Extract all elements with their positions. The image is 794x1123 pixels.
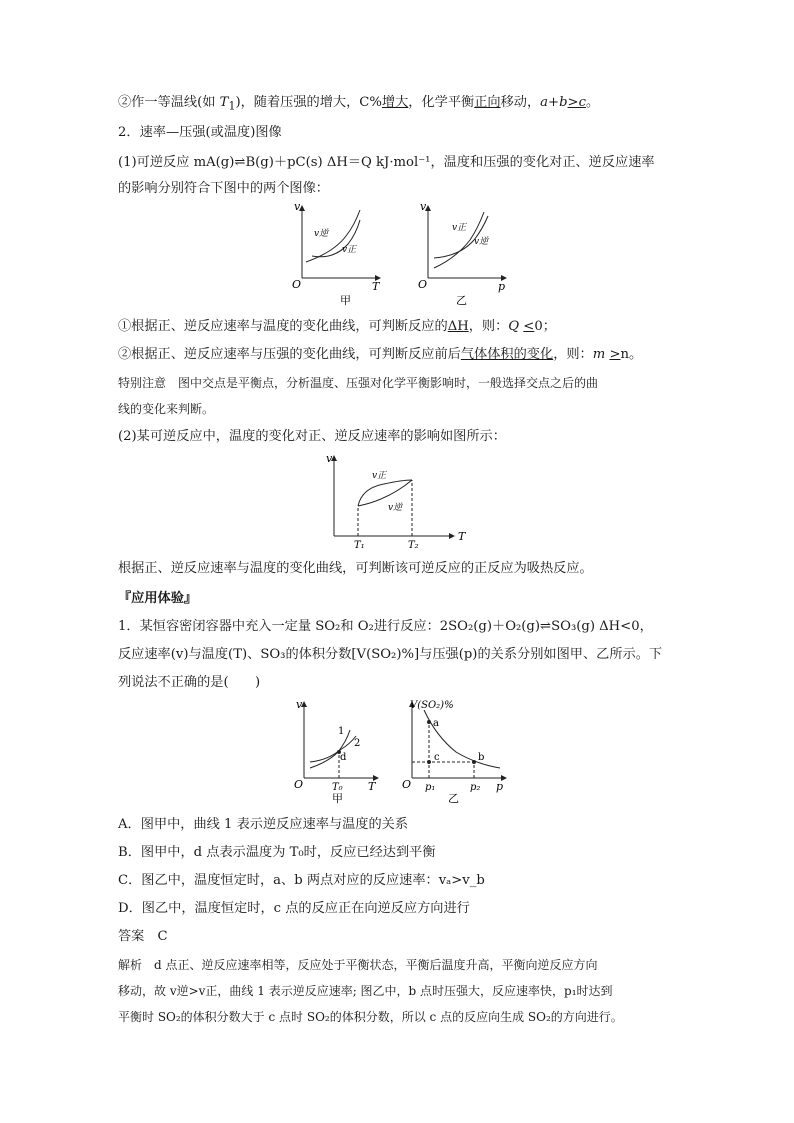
tick-label-p2: p₂ <box>470 782 481 793</box>
figure-jia-rates <box>288 696 388 804</box>
text-seg: (1)可逆反应 mA(g)⇌B(g)＋pC(s) ΔH＝Q kJ·mol⁻¹，温度和压强的变化对正、逆反应速率 <box>118 155 655 170</box>
origin-label: O <box>292 278 302 291</box>
curve-label-rev: v逆 <box>474 237 489 247</box>
text-seg: )，随着压强的增大，C% <box>235 95 382 110</box>
point-b <box>472 760 476 764</box>
x-axis-label: T <box>368 780 376 793</box>
point-c <box>427 760 431 764</box>
curve-label-1: 1 <box>338 726 345 737</box>
figure-caption: 甲 <box>340 294 351 307</box>
text-seg: a <box>540 95 549 110</box>
paragraph-line: 的影响分别符合下图中的两个图像： <box>118 181 329 196</box>
paragraph-line <box>118 318 556 336</box>
paragraph-line: (2)某可逆反应中，温度的变化对正、逆反应速率的影响如图所示： <box>118 429 506 444</box>
text-seg: 1．某恒容密闭容器中充入一定量 SO₂和 O₂进行反应：2SO₂(g)＋O₂(g)⇌SO₃(g) ΔH<0， <box>118 619 653 634</box>
origin-label: O <box>418 278 428 291</box>
y-axis-label: v <box>420 200 427 213</box>
origin-label: O <box>402 778 412 791</box>
text-line-isotherm <box>118 94 599 116</box>
text-seg: ①根据正、逆反应速率与温度的变化曲线，可判断反应的 <box>118 319 448 334</box>
paragraph-line: 根据正、逆反应速率与温度的变化曲线，可判断该可逆反应的正反应为吸热反应。 <box>118 561 593 576</box>
explanation-line: 平衡时 SO₂的体积分数大于 c 点时 SO₂的体积分数，所以 c 点的反应向生成 SO₂的方向进行。 <box>118 1010 623 1024</box>
answer-line: 答案 C <box>118 929 168 944</box>
question-line: 列说法不正确的是( ) <box>118 675 261 690</box>
reversible-arrow: ⇌ <box>234 155 246 170</box>
point-label-a: a <box>433 718 439 729</box>
y-axis-label: v <box>294 200 301 213</box>
curve-label-fwd: v正 <box>372 471 387 481</box>
text-seg: b <box>559 95 568 110</box>
figure-yi-volume-fraction <box>396 696 516 804</box>
text-seg: ，则： <box>553 347 593 362</box>
y-axis-label: V(SO₂)% <box>410 700 454 711</box>
text-seg: 0； <box>534 319 556 334</box>
underlined-answer: 增大 <box>381 95 409 110</box>
point-label-d: d <box>340 752 347 763</box>
figure-caption: 甲 <box>332 792 343 804</box>
x-axis-label: p <box>498 280 506 293</box>
curve-label-rev: v逆 <box>314 229 329 239</box>
text-seg: T <box>219 95 229 110</box>
tick-label-p1: p₁ <box>425 782 436 793</box>
x-axis-label: T <box>372 280 380 293</box>
underlined-answer: > <box>609 347 621 362</box>
text-seg: 。 <box>585 95 600 110</box>
question-line <box>118 618 653 636</box>
figure-caption: 乙 <box>456 294 467 307</box>
underlined-answer: < <box>523 319 535 334</box>
origin-label: O <box>294 778 304 791</box>
curve-v-forward <box>358 480 412 506</box>
option-b: B．图甲中，d 点表示温度为 T₀时，反应已经达到平衡 <box>118 845 436 860</box>
option-a: A．图甲中，曲线 1 表示逆反应速率与温度的关系 <box>118 817 409 832</box>
point-label-b: b <box>478 752 485 763</box>
curve-label-fwd: v正 <box>342 245 357 255</box>
x-axis-label: p <box>496 780 504 793</box>
section-heading: 『应用体验』 <box>118 591 198 606</box>
text-seg: n。 <box>620 347 643 362</box>
section-heading: 2．速率—压强(或温度)图像 <box>118 125 282 140</box>
y-axis-label: v <box>326 452 333 465</box>
figure-caption: 乙 <box>448 792 459 804</box>
paragraph-line <box>118 346 642 364</box>
reversible-arrow: ⇌ <box>540 619 552 634</box>
tick-label-t2: T₂ <box>408 540 419 551</box>
curve-label-2: 2 <box>354 738 361 749</box>
text-seg: ，化学平衡 <box>408 95 475 110</box>
explanation-line: 移动，故 v逆>v正，曲线 1 表示逆反应速率; 图乙中，b 点时压强大，反应速率快，p₁时达到 <box>118 984 613 998</box>
underlined-answer: 正向 <box>474 95 501 110</box>
text-seg: + <box>548 95 560 110</box>
paragraph-line <box>118 154 655 172</box>
text-seg: ，则： <box>468 319 509 334</box>
explanation-line: 解析 d 点正、逆反应速率相等，反应处于平衡状态，平衡后温度升高，平衡向逆反应方向 <box>118 958 598 972</box>
underlined-answer: ΔH <box>447 319 469 334</box>
question-line: 反应速率(v)与温度(T)、SO₃的体积分数[V(SO₂)%]与压强(p)的关系分别如图甲、乙所示。下 <box>118 647 663 662</box>
curve-2 <box>310 736 356 762</box>
figure-jia-temperature <box>284 200 394 310</box>
y-axis-label: v <box>296 698 303 711</box>
curve-label-rev: v逆 <box>388 503 403 513</box>
text-seg: ②根据正、逆反应速率与压强的变化曲线，可判断反应前后 <box>118 347 461 362</box>
x-axis-label: T <box>458 530 466 543</box>
tick-label-t1: T₁ <box>354 540 365 551</box>
text-seg: ②作一等温线(如 <box>118 95 220 110</box>
underlined-answer: >c <box>567 95 586 110</box>
point-a <box>427 720 431 724</box>
text-seg: 移动， <box>500 95 541 110</box>
curve-label-fwd: v正 <box>452 223 467 233</box>
note-line: 线的变化来判断。 <box>118 402 215 416</box>
tick-label-t0: T₀ <box>332 782 343 793</box>
underlined-answer: 气体体积的变化 <box>460 347 554 362</box>
note-line: 特别注意 图中交点是平衡点，分析温度、压强对化学平衡影响时，一般选择交点之后的曲 <box>118 376 599 390</box>
figure-temperature-rates <box>318 452 468 552</box>
text-seg: Q <box>508 319 524 334</box>
option-d: D．图乙中，温度恒定时，c 点的反应正在向逆反应方向进行 <box>118 901 470 916</box>
text-seg: m <box>592 347 610 362</box>
point-label-c: c <box>434 752 440 763</box>
option-c: C．图乙中，温度恒定时，a、b 两点对应的反应速率：vₐ>v_b <box>118 873 485 888</box>
text-seg: 1 <box>228 99 236 113</box>
figure-yi-pressure <box>410 200 520 310</box>
